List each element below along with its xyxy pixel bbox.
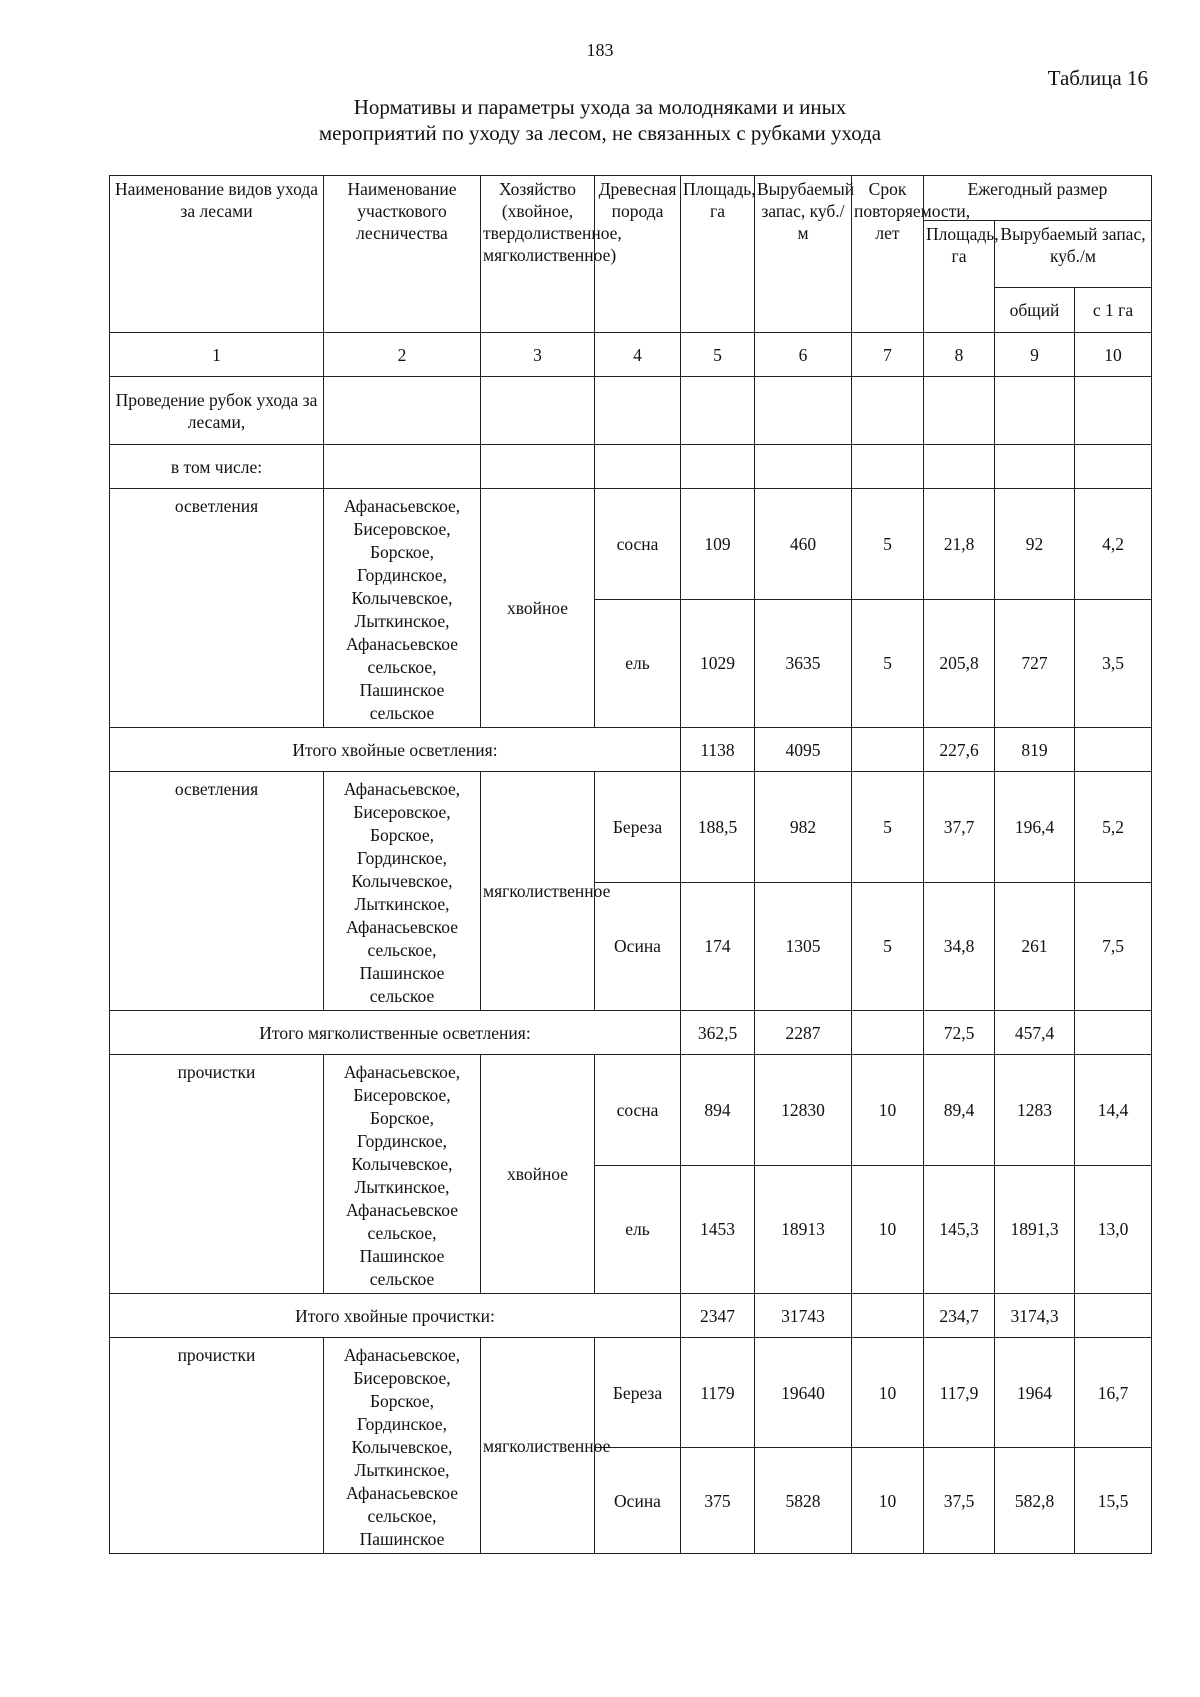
table-row [110, 445, 1152, 489]
per-ha: 5,2 [1075, 772, 1152, 883]
forestry-name: Лыткинское, [354, 1460, 450, 1480]
forestry-name: Пашинское [359, 963, 445, 983]
stock: 12830 [755, 1055, 852, 1166]
work-type: осветления [110, 772, 324, 1011]
per-ha: 13,0 [1075, 1165, 1152, 1293]
stock: 1305 [755, 882, 852, 1010]
total-stock: 2287 [755, 1011, 852, 1055]
total-stock: 4095 [755, 728, 852, 772]
total-label: Итого мягколиственные осветления: [110, 1011, 681, 1055]
table-label: Таблица 16 [1047, 66, 1148, 90]
title-line-2: мероприятий по уходу за лесом, не связанных с рубками ухода [318, 121, 882, 145]
col-number: 4 [595, 333, 681, 377]
total-annual-area: 234,7 [924, 1294, 995, 1338]
total-annual-total: 819 [995, 728, 1075, 772]
annual-area: 21,8 [924, 489, 995, 600]
annual-area: 145,3 [924, 1165, 995, 1293]
annual-total: 582,8 [995, 1448, 1075, 1554]
forestry-name: Колычевское, [351, 588, 453, 608]
area: 188,5 [681, 772, 755, 883]
total-area: 1138 [681, 728, 755, 772]
header-area: Площадь, га [681, 176, 755, 333]
col-number: 8 [924, 333, 995, 377]
forestry-name: Бисеровское, [353, 802, 451, 822]
per-ha: 14,4 [1075, 1055, 1152, 1166]
annual-area: 89,4 [924, 1055, 995, 1166]
forestry-name: Колычевское, [351, 871, 453, 891]
total-row [110, 1294, 1152, 1338]
forestry-name: Гординское, [357, 848, 447, 868]
forestry-name: сельское [369, 1269, 435, 1289]
per-ha: 7,5 [1075, 882, 1152, 1010]
period: 5 [852, 772, 924, 883]
work-type: прочистки [110, 1338, 324, 1554]
stock: 18913 [755, 1165, 852, 1293]
forestry-name: Афанасьевское, [343, 1345, 461, 1365]
forestry-name: Бисеровское, [353, 1085, 451, 1105]
forestry-name: Лыткинское, [354, 1177, 450, 1197]
species: Береза [595, 1338, 681, 1448]
table-row [110, 489, 1152, 600]
intro-row-label: Проведение рубок ухода за лесами, [110, 377, 324, 445]
forestry-name: Борское, [369, 1108, 435, 1128]
stock: 5828 [755, 1448, 852, 1554]
forestry-name: Борское, [369, 825, 435, 845]
col-number: 2 [324, 333, 481, 377]
period: 10 [852, 1165, 924, 1293]
economy: мягколиственное [481, 772, 595, 1011]
forestry-name: Афанасьевское [346, 1483, 458, 1503]
header-forestry: Наименование участкового лесничества [324, 176, 481, 333]
per-ha: 16,7 [1075, 1338, 1152, 1448]
forestry-list [324, 1055, 481, 1294]
col-number: 3 [481, 333, 595, 377]
period: 5 [852, 599, 924, 727]
area: 1029 [681, 599, 755, 727]
forestry-name: Бисеровское, [353, 1368, 451, 1388]
total-row [110, 1011, 1152, 1055]
forestry-name: сельское, [367, 1223, 437, 1243]
economy: мягколиственное [481, 1338, 595, 1554]
forestry-name: Гординское, [357, 1131, 447, 1151]
species: сосна [595, 489, 681, 600]
forestry-name: Гординское, [357, 565, 447, 585]
period: 10 [852, 1338, 924, 1448]
total-annual-area: 72,5 [924, 1011, 995, 1055]
species: ель [595, 1165, 681, 1293]
total-annual-total: 457,4 [995, 1011, 1075, 1055]
total-area: 2347 [681, 1294, 755, 1338]
annual-total: 196,4 [995, 772, 1075, 883]
forestry-name: Пашинское [359, 1529, 445, 1549]
forestry-list [324, 1338, 481, 1554]
species: Осина [595, 1448, 681, 1554]
header-stock: Вырубаемый запас, куб./м [755, 176, 852, 333]
total-label: Итого хвойные прочистки: [110, 1294, 681, 1338]
forestry-name: Гординское, [357, 1414, 447, 1434]
stock: 460 [755, 489, 852, 600]
annual-total: 92 [995, 489, 1075, 600]
annual-total: 1283 [995, 1055, 1075, 1166]
forestry-name: Лыткинское, [354, 611, 450, 631]
annual-area: 37,5 [924, 1448, 995, 1554]
forestry-list [324, 772, 481, 1011]
forestry-name: Борское, [369, 1391, 435, 1411]
annual-total: 1891,3 [995, 1165, 1075, 1293]
column-number-row [110, 333, 1152, 377]
forestry-name: Пашинское [359, 1246, 445, 1266]
period: 5 [852, 882, 924, 1010]
area: 109 [681, 489, 755, 600]
forestry-name: сельское, [367, 1506, 437, 1526]
stock: 19640 [755, 1338, 852, 1448]
per-ha: 3,5 [1075, 599, 1152, 727]
species: Осина [595, 882, 681, 1010]
forestry-name: сельское, [367, 657, 437, 677]
economy: хвойное [481, 1055, 595, 1294]
header-work-type: Наименование видов ухода за лесами [110, 176, 324, 333]
annual-area: 205,8 [924, 599, 995, 727]
including-row-label: в том числе: [110, 445, 324, 489]
stock: 982 [755, 772, 852, 883]
header-annual-area: Площадь, га [924, 221, 995, 333]
forestry-name: Афанасьевское [346, 634, 458, 654]
header-annual-stock: Вырубаемый запас, куб./м [995, 221, 1152, 288]
forestry-name: Афанасьевское [346, 917, 458, 937]
species: сосна [595, 1055, 681, 1166]
work-type: осветления [110, 489, 324, 728]
forestry-name: сельское [369, 703, 435, 723]
annual-area: 117,9 [924, 1338, 995, 1448]
area: 1179 [681, 1338, 755, 1448]
area: 1453 [681, 1165, 755, 1293]
annual-total: 1964 [995, 1338, 1075, 1448]
forestry-name: Борское, [369, 542, 435, 562]
col-number: 9 [995, 333, 1075, 377]
total-area: 362,5 [681, 1011, 755, 1055]
annual-total: 727 [995, 599, 1075, 727]
table-row [110, 377, 1152, 445]
col-number: 7 [852, 333, 924, 377]
total-stock: 31743 [755, 1294, 852, 1338]
forestry-name: Колычевское, [351, 1437, 453, 1457]
forestry-name: сельское [369, 986, 435, 1006]
total-annual-total: 3174,3 [995, 1294, 1075, 1338]
header-per-ha: с 1 га [1075, 288, 1152, 333]
forestry-name: Афанасьевское [346, 1200, 458, 1220]
per-ha: 4,2 [1075, 489, 1152, 600]
forestry-name: сельское, [367, 940, 437, 960]
forestry-name: Пашинское [359, 680, 445, 700]
col-number: 1 [110, 333, 324, 377]
table-row [110, 1338, 1152, 1448]
header-economy: Хозяйство (хвойное, твердолиственное, мягколиственное) [481, 176, 595, 333]
area: 174 [681, 882, 755, 1010]
per-ha: 15,5 [1075, 1448, 1152, 1554]
forestry-list [324, 489, 481, 728]
annual-area: 34,8 [924, 882, 995, 1010]
norms-table [109, 175, 1152, 1554]
table-row [110, 1055, 1152, 1166]
col-number: 10 [1075, 333, 1152, 377]
annual-area: 37,7 [924, 772, 995, 883]
area: 894 [681, 1055, 755, 1166]
forestry-name: Лыткинское, [354, 894, 450, 914]
table-row [110, 772, 1152, 883]
area: 375 [681, 1448, 755, 1554]
page-number: 183 [586, 40, 614, 60]
forestry-name: Афанасьевское, [343, 496, 461, 516]
species: Береза [595, 772, 681, 883]
economy: хвойное [481, 489, 595, 728]
forestry-name: Бисеровское, [353, 519, 451, 539]
header-period: Срок повторяемости, лет [852, 176, 924, 333]
total-row [110, 728, 1152, 772]
work-type: прочистки [110, 1055, 324, 1294]
forestry-name: Колычевское, [351, 1154, 453, 1174]
header-species: Древесная порода [595, 176, 681, 333]
header-annual-total: общий [995, 288, 1075, 333]
period: 5 [852, 489, 924, 600]
stock: 3635 [755, 599, 852, 727]
col-number: 5 [681, 333, 755, 377]
col-number: 6 [755, 333, 852, 377]
forestry-name: Афанасьевское, [343, 1062, 461, 1082]
page-title [0, 94, 1200, 146]
period: 10 [852, 1448, 924, 1554]
period: 10 [852, 1055, 924, 1166]
annual-total: 261 [995, 882, 1075, 1010]
forestry-name: Афанасьевское, [343, 779, 461, 799]
species: ель [595, 599, 681, 727]
total-annual-area: 227,6 [924, 728, 995, 772]
header-annual: Ежегодный размер [924, 176, 1152, 221]
title-line-1: Нормативы и параметры ухода за молодняками и иных [353, 95, 847, 119]
total-label: Итого хвойные осветления: [110, 728, 681, 772]
